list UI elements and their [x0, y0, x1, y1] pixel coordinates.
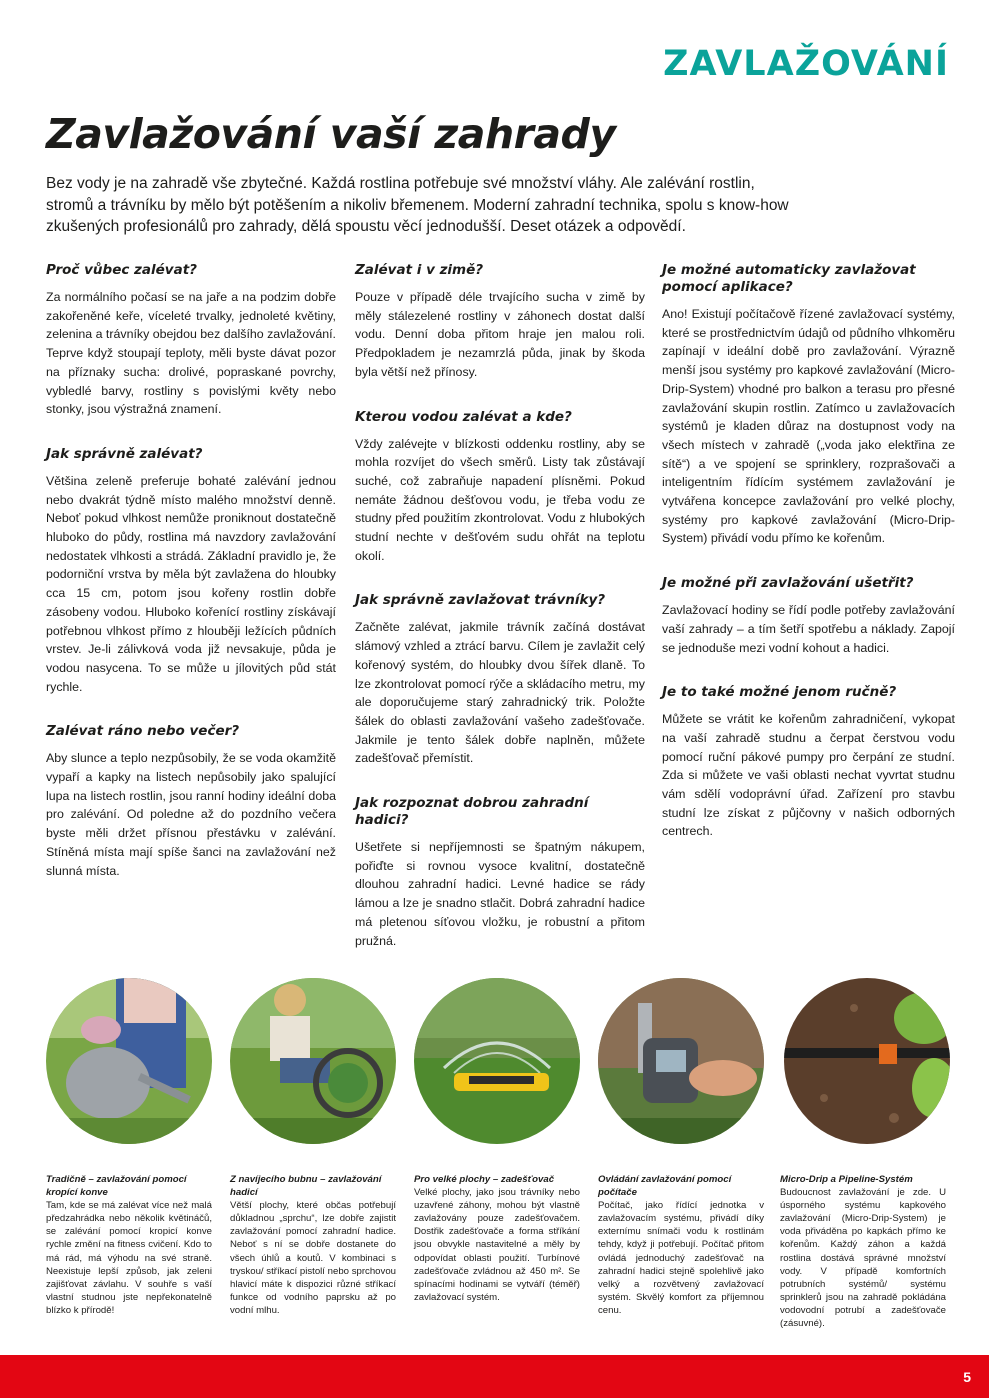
photo-caption: [414, 1173, 580, 1304]
photo-caption: [46, 1173, 212, 1317]
article-column-1: [46, 262, 336, 907]
answer-text: Aby slunce a teplo nezpůsobily, že se voda okamžitě vypaří a kapky na listech nepůsobily jako spalující lupa na listech rostlin, jsou ranní hodiny ideální doba pro zalévání. Od poledne až do pozdního večera byste měli držet přísnou přestávku v zalévání. Stíněná místa mají spíše šanci na zavlažování než slunná místa.: [46, 751, 336, 878]
photo-caption: [598, 1173, 764, 1317]
caption-title: Ovládání zavlažování pomocí počítače: [598, 1174, 732, 1199]
irrigation-computer-photo: [598, 978, 764, 1144]
caption-title: Tradičně – zavlažování pomocí kropící konve: [46, 1174, 187, 1199]
article-column-3: [662, 262, 955, 868]
answer-text: Zavlažovací hodiny se řídí podle potřeby zavlažování vaší zahrady – a tím šetří spotřebu a náklady. Zapojí se jednoduše mezi vodní kohout a hadici.: [662, 603, 955, 655]
article-column-2: [355, 262, 645, 977]
answer-text: Můžete se vrátit ke kořenům zahradničení, vykopat na vaší zahradě studnu a čerpat čerstvou vodu pomocí ruční pákové pumpy pro čerpání ze studní. Zda si můžete ve vaši oblasti nechat vyvrtat studnu vám sdělí vodoprávní úřad. Zařízení pro stavbu studní lze získat z půjčovny v našich odborných centrech.: [662, 712, 955, 839]
hose-reel-photo: [230, 978, 396, 1144]
watering-can-photo: [46, 978, 212, 1144]
question-heading: Kterou vodou zalévat a kde?: [355, 408, 572, 425]
lawn-sprinkler-photo: [414, 978, 580, 1144]
question-heading: Je možné automaticky zavlažovat pomocí aplikace?: [662, 262, 916, 295]
question-heading: Jak správně zavlažovat trávníky?: [355, 592, 606, 609]
caption-text: Velké plochy, jako jsou trávníky nebo uzavřené záhony, mohou být vlastně zavlažovány pouze zadešťovačem. Dostřik zadešťovače a forma stříkání jsou obvykle nastavitelné a měly by odpovídat oblasti použití. Turbínové zadešťovače zvládnou až 450 m². Se spínacími hodinami se vytváří (téměř) zavlažovací systém.: [414, 1187, 580, 1303]
intro-paragraph: Bez vody je na zahradě vše zbytečné. Každá rostlina potřebuje své množství vláhy. Ale zalévání rostlin, stromů a trávníku by mělo být potěšením a nikoliv břemenem. Moderní zahradní technika, spolu s know-how zkušených profesionálů pro zahrady, dělá spoustu věcí jednodušší. Deset otázek a odpovědí.: [46, 175, 789, 235]
drip-pipeline-photo: [784, 978, 950, 1144]
caption-text: Budoucnost zavlažování je zde. U úsporného systému kapkového zavlažování (Micro-Drip-System) je voda přiváděna po kapkách přímo ke kořenům. Každý záhon a každá rostlina dostává správné množství vody. V případě komfortních potrubních systémů/ systému sprinklerů jsou na zahradě pokládána vodovodní potrubí a zadešťovače (zásuvné).: [780, 1187, 946, 1330]
photo-caption: [230, 1173, 396, 1317]
page-number: 5: [963, 1369, 971, 1385]
caption-text: Tam, kde se má zalévat více než malá předzahrádka nebo několik květináčů, se zalévání pomocí kropicí konve rychle změní na fitness cvičení. Kdo to má rád, má výhodu na své straně. Neexistuje lepší způsob, jak zeleni zajišťovat závlahu. V souhře s vaší vlastní studnou jste nepřekonatelně blízko k přírodě!: [46, 1200, 212, 1316]
answer-text: Pouze v případě déle trvajícího sucha v zimě by měly stálezelené rostliny v záhonech dostat další vodu. Denní doba přitom hraje jen malou roli. Předpokladem je nezamrzlá půda, jinak by škoda byla větší než přínosy.: [355, 290, 645, 379]
page-title: Zavlažování vaší zahrady: [46, 110, 616, 158]
caption-title: Pro velké plochy – zadešťovač: [414, 1174, 555, 1185]
caption-text: Počítač, jako řídící jednotka v zavlažovacím systému, přivádí díky externímu snímači vodu k rostlinám tehdy, když ji potřebují. Počítač přitom ovládá jednoduchý zadešťovač na zahradní hadici stejně spolehlivě jako velký a rozvětvený zavlažovací systém. Skvělý komfort za příjemnou cenu.: [598, 1200, 764, 1316]
question-heading: Je možné při zavlažování ušetřit?: [662, 575, 914, 592]
answer-text: Vždy zalévejte v blízkosti oddenku rostliny, aby se mohla rozvíjet do všech směrů. Listy tak zůstávají suché, což zabraňuje napadení plísněmi. Pokud nemáte žádnou dešťovou vodu, je třeba vodu ze studny před použitím zkontrolovat. Vodu z hlubokých studní nechte v dešťovém sudu ohřát na teplotu okolí.: [355, 436, 645, 563]
question-heading: Zalévat ráno nebo večer?: [46, 723, 240, 740]
caption-title: Z navíjecího bubnu – zavlažování hadicí: [230, 1174, 382, 1199]
answer-text: Ano! Existují počítačově řízené zavlažovací systémy, které se prostřednictvím údajů od půdního vlhkoměru zapínají v ideální době pro zavlažování. Výrazně menší jsou systémy pro kapkové zavlažování (Micro-Drip-System) vhodné pro balkon a terasu pro přesné zavlažování skupin rostlin. Zatímco u zavlažovacích systémů je kladen důraz na dostupnost vody na všech místech v zahradě („voda jako elektřina ze sítě“) a ve spojení se sprinklery, rozprašovači a inteligentním řídícím systémem zavlažování je vytvářena koncepce zavlažování pro velké plochy, systémy pro kapkové zavlažování (Micro-Drip-System) přivádí vodu přímo ke kořenům.: [662, 307, 955, 546]
caption-title: Micro-Drip a Pipeline-Systém: [780, 1174, 913, 1185]
question-heading: Proč vůbec zalévat?: [46, 262, 197, 278]
footer-bar: [0, 1355, 989, 1398]
caption-text: Větší plochy, které občas potřebují důkladnou „sprchu“, lze dobře zajistit zavlažování pomocí zahradní hadice. Neboť s ní se dobře dostanete do všech úhlů a koutů. V kombinaci s tryskou/ stříkací pistolí nebo sprchovou hlavicí máte k dispozici různé stříkací funkce od vodního paprsku až po vodní mlhu.: [230, 1200, 396, 1316]
photo-row: [0, 978, 989, 1148]
photo-caption: [780, 1173, 946, 1330]
question-heading: Jak správně zalévat?: [46, 445, 203, 462]
question-heading: Zalévat i v zimě?: [355, 262, 484, 278]
question-heading: Jak rozpoznat dobrou zahradní hadici?: [355, 795, 589, 829]
question-heading: Je to také možné jenom ručně?: [662, 684, 897, 701]
answer-text: Většina zeleně preferuje bohaté zalévání jednou nebo dvakrát týdně místo malého množství denně. Neboť pokud vlhkost nemůže proniknout dostatečně hluboko do půdy, rostlina má navzdory zavlažování nedostatek vlhkosti a strádá. Základní pravidlo je, že podorniční vrstva by měla být zavlažena do hloubky cca 15 cm, potom jsou kořeny rostlin dobře zásobeny vodou. Hluboko kořenící rostliny získávají potřebnou vlhkost přímo z hlouběji ležících půdních vrstev. Je-li zálivková voda již nevsakuje, půda je vodou nasycena. To se může u jílovitých půd stát rychle.: [46, 473, 336, 694]
section-heading: ZAVLAŽOVÁNÍ: [663, 44, 949, 84]
answer-text: Za normálního počasí se na jaře a na podzim dobře zakořeněné keře, víceleté trvalky, jednoleté květiny, zelenina a trávníky obejdou bez dalšího zavlažování. Teprve když stoupají teploty, měli byste dávat pozor na příznaky sucha: drolivé, popraskané povrchy, vybledlé barvy, rostliny s povislými květy nebo stonky, jsou výstražná znamení.: [46, 290, 336, 417]
answer-text: Začněte zalévat, jakmile trávník začíná dostávat slámový vzhled a ztrácí barvu. Cílem je zavlažit celý kořenový systém, do hloubky dvou šířek dlaně. To lze zkontrolovat pomocí rýče a skládacího metru, my ale doporučujeme starý zahradnický trik. Položte šálek do oblasti zavlažování vašeho zadešťovače. Jakmile je tento šálek dobře naplněn, můžete zadešťovač přemístit.: [355, 620, 645, 766]
answer-text: Ušetřete si nepříjemnosti se špatným nákupem, pořiďte si rovnou vysoce kvalitní, dostatečně dlouhou zahradní hadici. Levné hadice se rády lámou a lze je snadno stlačit. Dobrá zahradní hadice má pletenou síťovou vložku, je robustní a přitom pružná.: [355, 840, 645, 948]
